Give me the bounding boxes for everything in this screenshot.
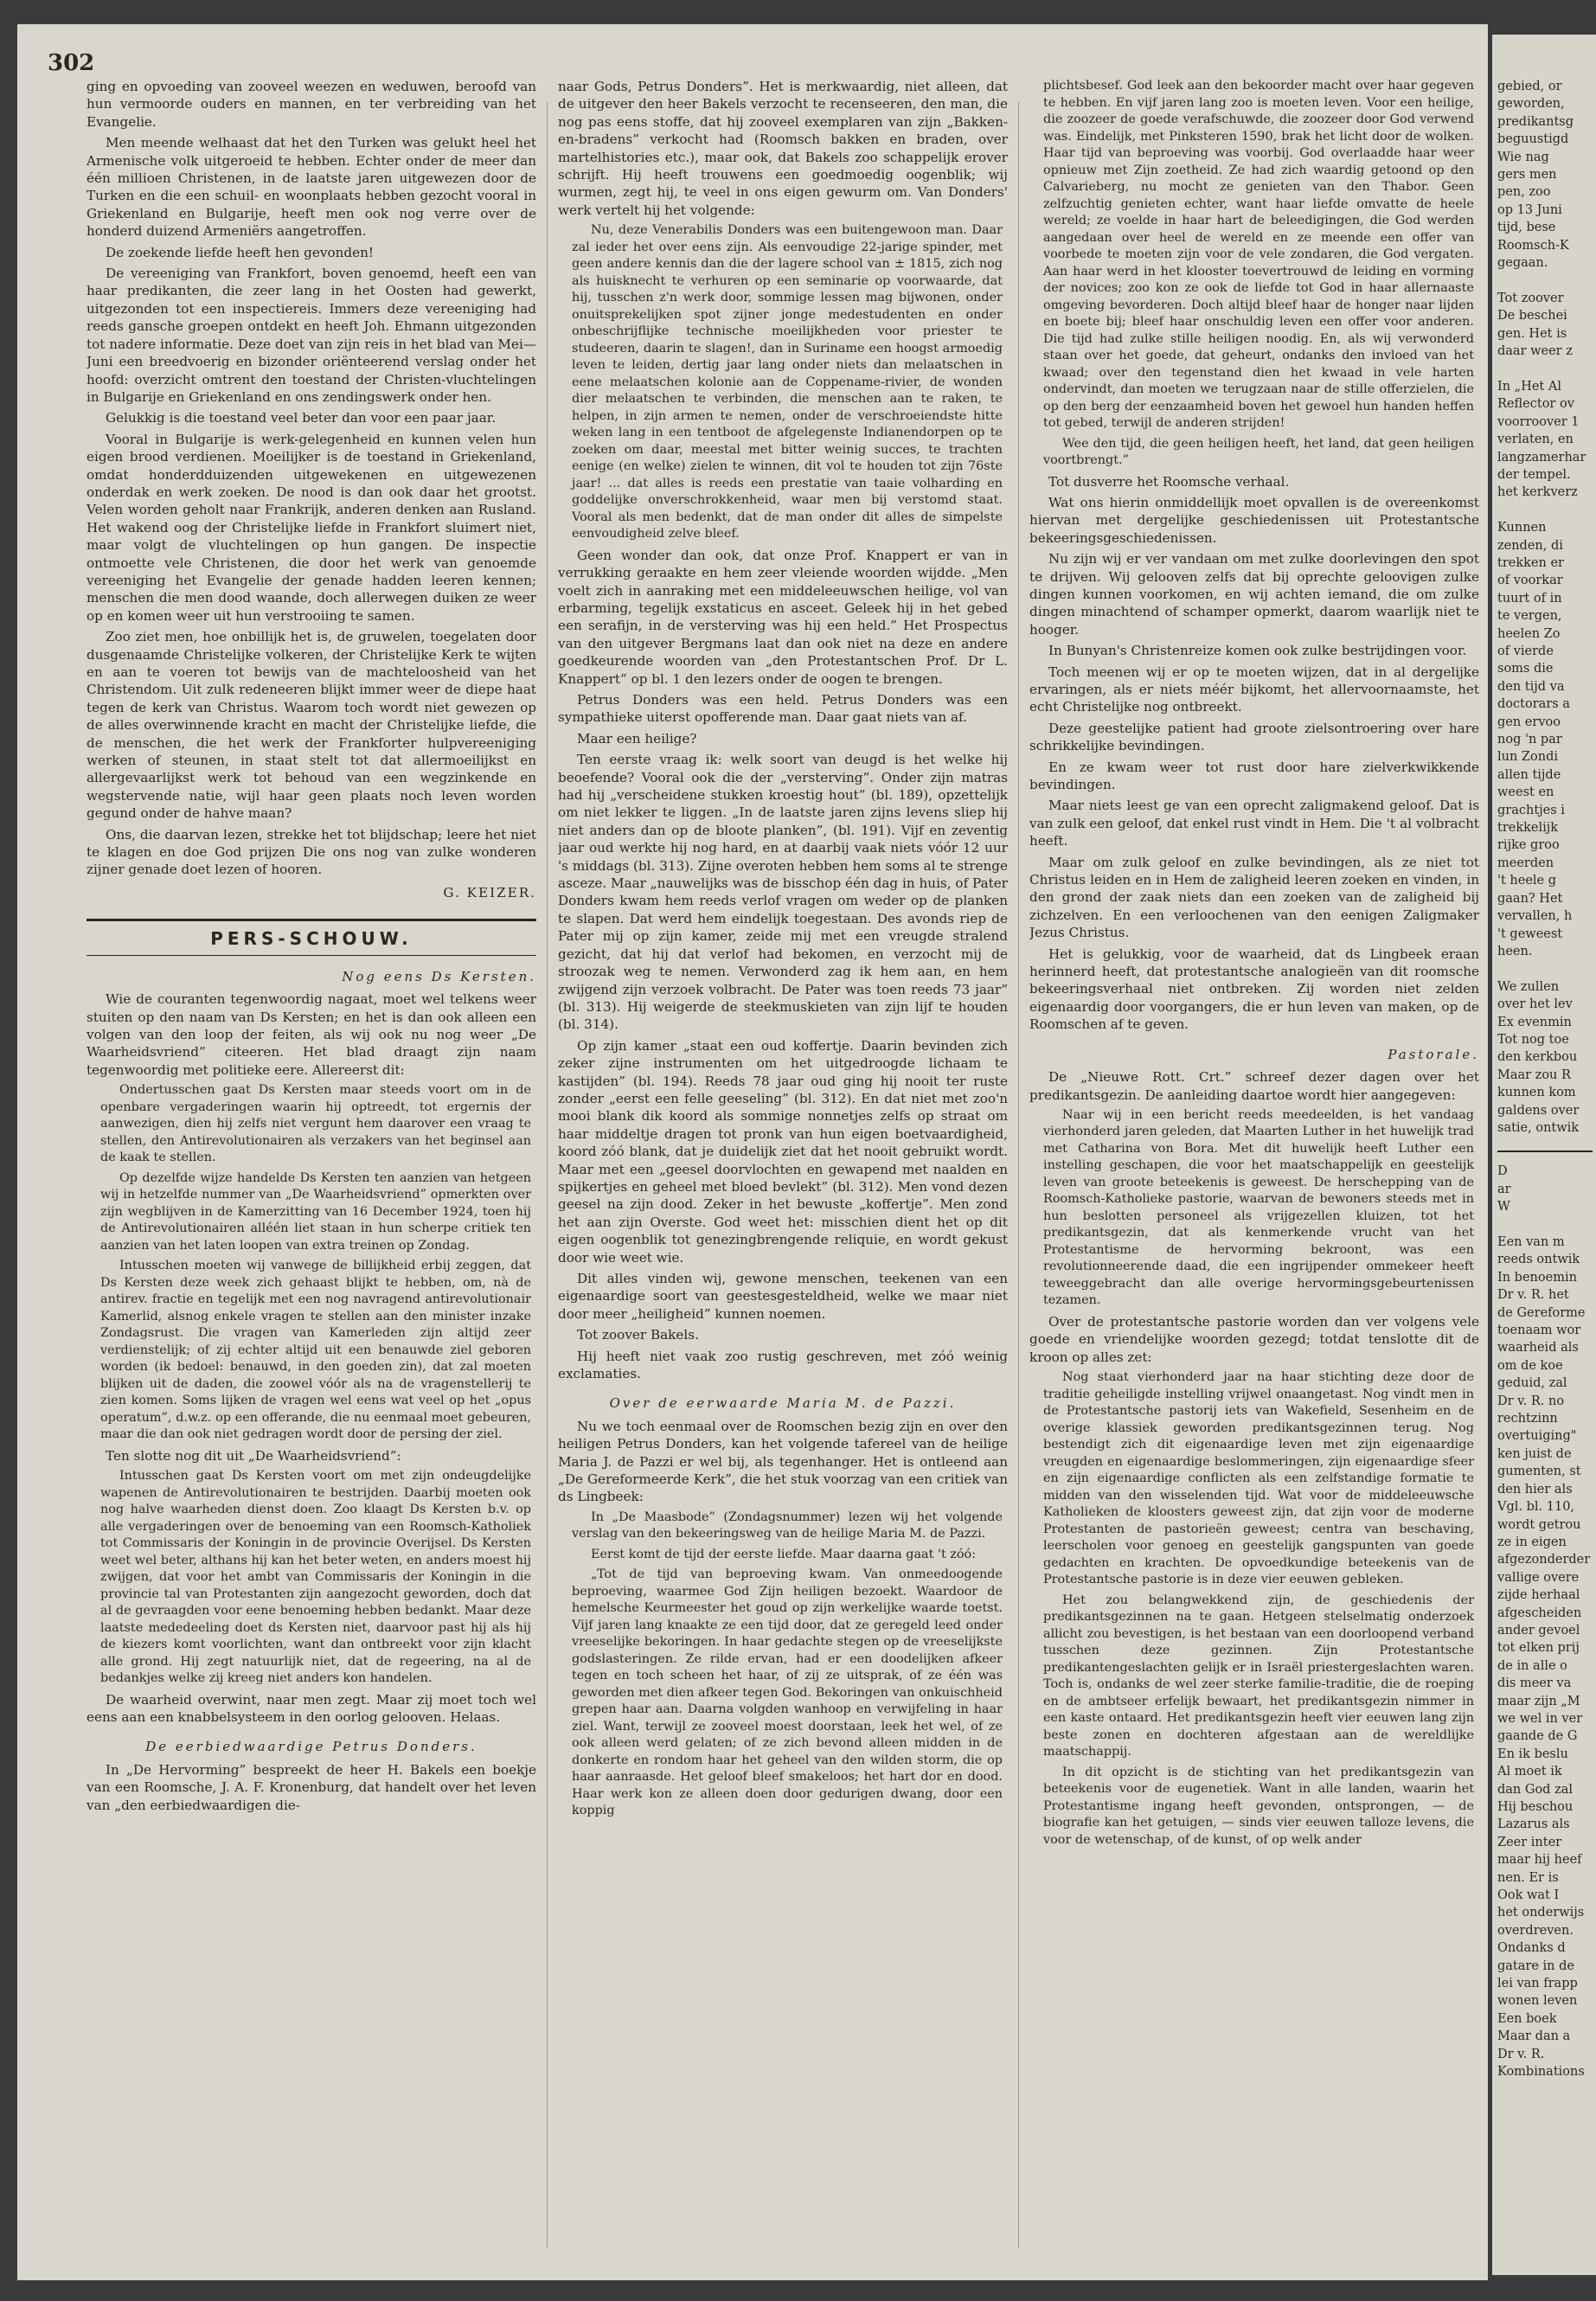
adjacent-line: gaan? Het bbox=[1497, 891, 1563, 906]
quote-paragraph: Eerst komt de tijd der eerste liefde. Maar daarna gaat 't zóó: bbox=[591, 1547, 977, 1561]
adjacent-line: weest en bbox=[1497, 785, 1554, 800]
adjacent-line: Tot nog toe bbox=[1497, 1032, 1569, 1047]
adjacent-line: wonen leven bbox=[1497, 1994, 1578, 2009]
adjacent-line: ze in eigen bbox=[1497, 1535, 1567, 1549]
adjacent-line: lun Zondi bbox=[1497, 750, 1558, 765]
quote-paragraph: Nu, deze Venerabilis Donders was een buitengewoon man. Daar zal ieder het over eens zijn. Als eenvoudige 22-jarige spinder, met geen andere kennis dan die der lagere school van ± 1815, zich nog als huisknecht te verhuren op een seminarie op voorwaarde, dat hij, tusschen z'n werk door, sommige lessen mag bijwonen, onder onuitsprekelijken spot zijner jonge medestudenten en onder onbeschrijflijke technische moeilijkheden voor priester te studeeren, daarin te slagen!, dan in Suriname een hoogst armoedig leven te leiden, dertig jaar lang onder niets dan melaatschen in eene melaatschen kolonie aan de Coppename-rivier, de wonden dier melaatschen te verbinden, die menschen aan te raken, te helpen, in zijn armen te nemen, onder de verschroeiendste hitte weken lang in een tentboot de afgelegenste Indianendorpen op te zoeken om daar, meestal met bitter weinig succes, te trachten eenige (en welke) zielen te winnen, dit vol te houden tot zijn 76ste jaar! ... dat alles is reeds een prestatie van taaie volharding en goddelijke onverschrokkenheid, waar men bij verstomd staat. Vooral als men bedenkt, dat de man onder dit alles de simpelste eenvoudigheid zelve bleef. bbox=[572, 223, 1003, 542]
adjacent-line: nen. Er is bbox=[1497, 1870, 1559, 1885]
subheading: Pastorale. bbox=[1388, 1046, 1479, 1062]
paragraph: Dit alles vinden wij, gewone menschen, teekenen van een eigenaardige soort van geestesgesteldheid, welke we maar niet door meer „heiligheid” kunnen noemen. bbox=[558, 1271, 1008, 1322]
adjacent-line: overtuiging" bbox=[1497, 1429, 1577, 1444]
adjacent-line: de Gereforme bbox=[1497, 1305, 1586, 1320]
paragraph: De zoekende liefde heeft hen gevonden! bbox=[106, 244, 374, 260]
quote-paragraph: Het zou belangwekkend zijn, de geschiedenis der predikantsgezinnen na te gaan. Hetgeen stelselmatig onderzoek allicht zou bevestigen, is het bestaan van een doorloopend verband tusschen deze gezinnen. Zijn Protestantsche predikantengeslachten gelijk er in Israël priestergeslachten waren. Toch is, ondanks de wel zeer sterke familie-traditie, die de roeping en de ambtseer erfelijk bewaart, het predikantsgezin nimmer in een kaste ontaard. Het predikantsgezin heeft vier eeuwen lang zijn beste zonen en dochteren afgestaan aan de wereldlijke maatschappij. bbox=[1043, 1593, 1474, 1759]
column-3-content bbox=[1029, 78, 1479, 1849]
paragraph: Geen wonder dan ook, dat onze Prof. Knappert er van in verrukking geraakte en hem zeer vleiende woorden wijdde. „Men voelt zich in aanraking met een middeleeuwschen heilige, vol van erbarming, tegelijk exstaticus en asceet. Geleek hij in het gebed een serafijn, in de versterving was hij een held.” Het Prospectus van den uitgever Bergmans laat dan ook niet na deze en andere goedkeurende woorden van „den Protestantschen Prof. Dr L. Knappert” op bl. 1 den lezers onder de oogen te brengen. bbox=[558, 547, 1008, 687]
adjacent-line: Vgl. bl. 110, bbox=[1497, 1500, 1575, 1515]
subheading: De eerbiedwaardige Petrus Donders. bbox=[145, 1739, 478, 1755]
adjacent-line: Roomsch-K bbox=[1497, 238, 1569, 253]
paragraph: Men meende welhaast dat het den Turken was gelukt heel het Armenische volk uitgeroeid te hebben. Echter onder de meer dan één millioen Christenen, in de laatste jaren uitgewezen door de Turken en die een schuil- en woonplaats hebben gezocht vooral in Griekenland en Bulgarije, heeft men ook nog verre over de honderd duizend Armeniërs aangetroffen. bbox=[87, 135, 536, 240]
adjacent-line: We zullen bbox=[1497, 979, 1560, 994]
quote-paragraph: plichtsbesef. God leek aan den bekoorder macht over haar gegeven te hebben. En vijf jaren lang zoo is moeten leven. Voor een heilige, die zoozeer de goede verafschuwde, die zoozeer door God verwend was. Eindelijk, met Pinksteren 1590, brak het licht door de wolken. Haar tijd van beproeving was voorbij. God overlaadde haar weer opnieuw met Zijn zoetheid. Ze had zich waardig getoond op den Calvarieberg, nu mocht ze genieten van den Thabor. Geen zelfzuchtig genieten echter, want haar liefde omvatte de heele wereld; ze voelde in haar hart de beleedigingen, die God werden aangedaan over heel de wereld en ze meende een offer van voorbede te moeten zijn voor de vele zondaren, die God vergaten. Aan haar werd in het klooster toevertrouwd de leiding en vorming der novices; zoo kon ze ook de liefde tot God in haar allernaaste omgeving bevorderen. Doch altijd bleef haar de honger naar lijden en boete bij; bleef haar onschuldig leven een offer voor anderen. Die tijd had zulke stille heiligen noodig. En, als wij verwonderd staan over het goede, dat geheurt, ondanks den invloed van het kwaad; over den tegenstand dien het kwaad in vele harten ondervindt, dan moeten we terugzaan naar de stille offerzielen, die op den berg der eenzaamheid boven het gewoel hun handen heffen tot gebed, terwijl de anderen strijden! bbox=[1043, 79, 1474, 430]
adjacent-line: predikantsg bbox=[1497, 114, 1574, 129]
adjacent-line: gen. Het is bbox=[1497, 326, 1567, 341]
adjacent-line: der tempel. bbox=[1497, 467, 1571, 482]
adjacent-line: het kerkverz bbox=[1497, 485, 1578, 500]
adjacent-line: zijde herhaal bbox=[1497, 1588, 1580, 1603]
adjacent-line bbox=[1497, 361, 1593, 378]
paragraph: Vooral in Bulgarije is werk-gelegenheid en kunnen velen hun eigen brood verdienen. Moeilijker is de toestand in Griekenland, omdat honderdduizenden uitgewekenen en uitgewezenen onderdak en werk zoeken. De nood is dan ook daar het grootst. Velen worden geholt naar Frankrijk, anderen denken aan Rusland. Het wakend oog der Christelijke liefde in Frankfort sluimert niet, maar volgt de vluchtelingen op hun gangen. De inspectie ontmoette vele Christenen, die door het werk van genoemde vereeniging het Evangelie der genade hadden leeren kennen; menschen die men dood waande, doch allerwegen duiken ze weer op en komen weer uit hun verstrooiing te samen. bbox=[87, 431, 536, 624]
adjacent-line: gers men bbox=[1497, 168, 1557, 183]
paragraph: Ten slotte nog dit uit „De Waarheidsvriend”: bbox=[106, 1447, 401, 1464]
quote-paragraph: In „De Maasbode” (Zondagsnummer) lezen wij het volgende verslag van den bekeeringsweg van de heilige Maria M. de Pazzi. bbox=[572, 1509, 1003, 1541]
adjacent-line: Ex evenmin bbox=[1497, 1015, 1572, 1029]
adjacent-line: Al moet ik bbox=[1497, 1765, 1562, 1779]
paragraph: Gelukkig is die toestand veel beter dan voor een paar jaar. bbox=[106, 410, 497, 426]
quote-paragraph: Intusschen moeten wij vanwege de billijkheid erbij zeggen, dat Ds Kersten deze week zich gehaast blijkt te hebben, om, nà de antirev. fractie en tegelijk met een nog navragend antirevolutionair Kamerlid, alsnog enkele vragen te stellen aan den minister inzake Zondagsrust. Die vragen van Kamerleden zijn altijd zeer verdienstelijk; of zij echter altijd uit een benauwde ziel geboren worden (ik bedoel: benauwd, in den goeden zin), dat zal moeten blijken uit de daden, die zoowel vóór als na de vragenstellerij te zien komen. Soms lijken de vragen wel eens wat veel op het „opus operatum”, d.w.z. op een offerande, die nu eenmaal moet gebeuren, maar die dan ook niet gedragen wordt door de persing der ziel. bbox=[100, 1259, 531, 1442]
adjacent-line: Ook wat I bbox=[1497, 1888, 1560, 1903]
quote-paragraph: Naar wij in een bericht reeds meedeelden, is het vandaag vierhonderd jaren geleden, dat Maarten Luther in het huwelijk trad met Catharina von Bora. Met dit huwelijk heeft Luther een instelling geschapen, die voor het maatschappelijk en geestelijk leven van groote beteekenis is geweest. De herschepping van de Roomsch-Katholieke pastorie, waarvan de bewoners steeds met in hun beslotten personeel als vrijgezellen kluizen, tot het predikantsgezin, dat als kenmerkende vrucht van het Protestantisme de hervorming bekroont, was een revolutionneerende daad, die een ingrijpender ommekeer heeft teweeggebracht dan alle overige hervormingsgebeurtenissen tezamen. bbox=[1043, 1107, 1474, 1308]
adjacent-page-top-lines bbox=[1497, 78, 1593, 1137]
adjacent-line: heelen Zo bbox=[1497, 626, 1561, 641]
adjacent-line: gumenten, st bbox=[1497, 1465, 1581, 1479]
adjacent-line: Een boek bbox=[1497, 2011, 1557, 2026]
paragraph: De vereeniging van Frankfort, boven genoemd, heeft een van haar predikanten, die zeer lang in het Oosten had gewerkt, uitgezonden tot een inspectiereis. Immers deze vereeniging had reeds gansche groepen ontdekt en heeft Joh. Ehmann uitgezonden tot nadere informatie. Deze doet van zijn reis in het blad van Mei—Juni een breedvoerig en bizonder oriënteerend verslag onder het hoofd: overzicht omtrent den toestand der Christen-vluchtelingen in Bulgarije en Griekenland en ons zendingswerk onder hen. bbox=[87, 266, 536, 405]
adjacent-line: trekken er bbox=[1497, 555, 1564, 570]
adjacent-line: Tot zoover bbox=[1497, 291, 1564, 305]
adjacent-line: maar hij heef bbox=[1497, 1853, 1582, 1868]
adjacent-line: Ondanks d bbox=[1497, 1941, 1566, 1956]
adjacent-line: beguustigd bbox=[1497, 132, 1569, 147]
adjacent-line: voorroover 1 bbox=[1497, 414, 1580, 429]
quote-paragraph: In dit opzicht is de stichting van het predikantsgezin van beteekenis voor de eugenetiek. Want in alle landen, waarin het Protestantisme ingang heeft gevonden, ontsprongen, — de biografie kan het getuigen, — sinds vier eeuwen talloze levens, die voor de wetenschap, of de kunst, of op welk ander bbox=[1043, 1765, 1474, 1847]
adjacent-line: den kerkbou bbox=[1497, 1050, 1578, 1065]
adjacent-line: over het lev bbox=[1497, 997, 1573, 1012]
adjacent-line: satie, ontwik bbox=[1497, 1120, 1580, 1135]
adjacent-line: Kunnen bbox=[1497, 521, 1547, 535]
paragraph: Zoo ziet men, hoe onbillijk het is, de gruwelen, toegelaten door dusgenaamde Christelijke volkeren, der Christelijke Kerk te wijten en aan te voeren tot bewijs van de machteloosheid van het Christendom. Uit zulk redeneeren blijkt immer weer de diepe haat tegen de kerk van Christus. Waarom toch wordt niet gewezen op de alles overwinnende kracht en macht der Christelijke liefde, die de menschen, die het werk der Frankforter hulpvereeniging werken of steunen, in staat stelt tot dat allermoeilijkst en allergevaarlijkst werk tot behoud van een wegzinkende en wegstervende natie, wijl haar geen plaats noch leven worden gegund onder de hahve maan? bbox=[87, 629, 536, 822]
paragraph: Wat ons hierin onmiddellijk moet opvallen is de overeenkomst hiervan met dergelijke geschiedenissen uit Protestantsche bekeeringsgeschiedenissen. bbox=[1029, 494, 1479, 546]
adjacent-line: 't geweest bbox=[1497, 926, 1563, 941]
adjacent-line: gen ervoo bbox=[1497, 715, 1561, 729]
adjacent-line: heen. bbox=[1497, 944, 1533, 958]
adjacent-line: In „Het Al bbox=[1497, 379, 1561, 394]
adjacent-line: nog 'n par bbox=[1497, 733, 1562, 747]
paragraph: De „Nieuwe Rott. Crt.” schreef dezer dagen over het predikantsgezin. De aanleiding daartoe wordt hier aangegeven: bbox=[1029, 1069, 1479, 1103]
adjacent-line: dan God zal bbox=[1497, 1782, 1573, 1797]
adjacent-line: daar weer z bbox=[1497, 344, 1573, 359]
adjacent-line: lei van frapp bbox=[1497, 1977, 1578, 1991]
adjacent-line: te vergen, bbox=[1497, 609, 1562, 624]
adjacent-line: Dr v. R. bbox=[1497, 2047, 1545, 2061]
quote-paragraph: Wee den tijd, die geen heiligen heeft, het land, dat geen heiligen voortbrengt.” bbox=[1043, 436, 1474, 467]
adjacent-line: of vierde bbox=[1497, 644, 1554, 658]
adjacent-line: afgezonderder bbox=[1497, 1553, 1591, 1567]
adjacent-line: gebied, or bbox=[1497, 80, 1562, 93]
section-title: PERS-SCHOUW. bbox=[87, 919, 536, 955]
column-2 bbox=[558, 78, 1008, 2258]
adjacent-line: pen, zoo bbox=[1497, 185, 1551, 200]
adjacent-line: dis meer va bbox=[1497, 1676, 1572, 1691]
paragraph: Nu we toch eenmaal over de Roomschen bezig zijn en over den heiligen Petrus Donders, kan het volgende tafereel van de heilige Maria J. de Pazzi er wel bij, als tegenhanger. Het is ontleend aan „De Gereformeerde Kerk”, die het stuk voorzag van een critiek van ds Lingbeek: bbox=[558, 1418, 1008, 1505]
adjacent-page-divider bbox=[1497, 1150, 1593, 1152]
adjacent-line: vallige overe bbox=[1497, 1570, 1580, 1585]
paragraph: Toch meenen wij er op te moeten wijzen, dat in al dergelijke ervaringen, als er niets méér bijkomt, het allervoornaamste, het echt Christelijke nog ontbreekt. bbox=[1029, 663, 1479, 715]
adjacent-line: grachtjes i bbox=[1497, 803, 1565, 817]
adjacent-line: Maar dan a bbox=[1497, 2029, 1571, 2044]
paragraph: Maar een heilige? bbox=[577, 730, 697, 747]
adjacent-line: Lazarus als bbox=[1497, 1817, 1570, 1832]
column-divider bbox=[1018, 102, 1019, 2247]
paragraph: Petrus Donders was een held. Petrus Donders was een sympathieke uiterst opofferende man. Daar gaat niets van af. bbox=[558, 692, 1008, 726]
paragraph: Ons, die daarvan lezen, strekke het tot blijdschap; leere het niet te klagen en doe God prijzen Die ons nog van zulke wonderen zijner genade doet lezen of hooren. bbox=[87, 826, 536, 878]
adjacent-line: wordt getrou bbox=[1497, 1517, 1581, 1532]
adjacent-line: tuurt of in bbox=[1497, 591, 1562, 606]
adjacent-line: meerden bbox=[1497, 856, 1554, 870]
adjacent-line: den hier als bbox=[1497, 1482, 1573, 1497]
paragraph: Hij heeft niet vaak zoo rustig geschreven, met zóó weinig exclamaties. bbox=[558, 1348, 1008, 1382]
adjacent-line: afgescheiden bbox=[1497, 1606, 1582, 1620]
adjacent-page-strip bbox=[1492, 35, 1596, 2275]
adjacent-line: De beschei bbox=[1497, 309, 1567, 324]
adjacent-line: reeds ontwik bbox=[1497, 1253, 1580, 1267]
paragraph: Maar om zulk geloof en zulke bevindingen, als ze niet tot Christus leiden en in Hem de zaligheid leeren zoeken en vinden, in den grond der zaak niets dan een zoeken van de zaligheid bij zichzelven. En een verloochenen van den eenigen Zaligmaker Jezus Christus. bbox=[1029, 854, 1479, 941]
adjacent-line: kunnen kom bbox=[1497, 1086, 1576, 1100]
adjacent-line: En ik beslu bbox=[1497, 1747, 1568, 1761]
adjacent-line: de in alle o bbox=[1497, 1658, 1567, 1673]
paragraph: Maar niets leest ge van een oprecht zaligmakend geloof. Dat is van zulk een geloof, dat enkel rust vindt in Hem. Die 't al volbracht heeft. bbox=[1029, 798, 1479, 849]
adjacent-line bbox=[1497, 272, 1593, 289]
paragraph: Wie de couranten tegenwoordig nagaat, moet wel telkens weer stuiten op den naam van Ds Kersten; en het is dan ook alleen een volgen van den loop der feiten, als wij ook nu nog weer „De Waarheidsvriend” citeeren. Het blad draagt zijn naam tegenwoordig met politieke eere. Allereerst dit: bbox=[87, 991, 536, 1078]
paragraph: Tot dusverre het Roomsche verhaal. bbox=[1048, 473, 1290, 490]
subheading: Over de eerwaarde Maria M. de Pazzi. bbox=[609, 1395, 957, 1412]
adjacent-line: gegaan. bbox=[1497, 256, 1548, 271]
adjacent-line: Dr v. R. no bbox=[1497, 1394, 1565, 1408]
quote-paragraph: Intusschen gaat Ds Kersten voort om met zijn ondeugdelijke wapenen de Antirevolutionairen te bestrijden. Daarbij moeten ook nog halve waarheden dienst doen. Zoo klaagt Ds Kersten b.v. op alle vergaderingen over de benoeming van een Roomsch-Katholiek tot Commissaris der Koningin in de provincie Overijsel. Ds Kersten weet wel beter, althans hij kan het beter weten, en anders moest hij zwijgen, dat voor het ambt van Commissaris der Koningin in die provincie tal van Protestanten zijn aangezocht geworden, doch dat al de gevraagden voor eene benoeming hebben bedankt. Maar deze laatste mededeeling doet ds Kersten niet, daarvoor past hij als hij de kiezers komt voorlichten, want dan ontbreekt voor zijn klacht alle grond. Hij zegt natuurlijk niet, dat de regeering, na al de bedankjes welke zij kreeg niet anders kon handelen. bbox=[100, 1469, 531, 1686]
column-divider bbox=[547, 102, 548, 2247]
adjacent-line: Dr v. R. het bbox=[1497, 1288, 1569, 1303]
adjacent-line: rechtzinn bbox=[1497, 1412, 1558, 1426]
quote-paragraph: Ondertusschen gaat Ds Kersten maar steeds voort om in de openbare vergaderingen waarin hij optreedt, tot ergernis der aanwezigen, dien hij zelfs niet vergunt hem daarover een vraag te stellen, den Antirevolutionairen als verzakers van het beginsel aan de kaak te stellen. bbox=[100, 1083, 531, 1165]
paragraph: naar Gods, Petrus Donders”. Het is merkwaardig, niet alleen, dat de uitgever den heer Bakels verzocht te recenseeren, den man, die nog pas eens stoffe, dat hij zooveel exemplaren van zijn „Bakken-en-bradens” verkocht had (Roomsch bakken en braden, over martelhistories etc.), maar ook, dat Bakels zoo schappelijk erover schrijft. Hij heeft trouwens een goedmoedig oogenblik; wij wurmen, zegt hij, te veel in ons eigen gewurm om. Van Donders' werk vertelt hij het volgende: bbox=[558, 79, 1008, 218]
paragraph: Op zijn kamer „staat een oud koffertje. Daarin bevinden zich zeker zijne instrumenten om het uitgedroogde lichaam te kastijden” (bl. 194). Reeds 78 jaar oud ging hij nooit ter ruste zonder „eerst een felle geeseling” (bl. 312). En dat niet met zoo'n mooi blank dik koord als sommige nonnetjes zelfs op straat om haar middeltje dragen tot pronk van hun eigen boetvaardigheid, koord zóó blank, dat je duidelijk ziet dat het nooit gebruikt wordt. Maar met een „geesel doorvlochten en gewapend met naalden en spijkertjes en geheel met bloed bevlekt” (bl. 312). Men vond dezen geesel na zijn dood. Zeker in het bewuste „koffertje”. Men zond het aan zijn Overste. God weet het: misschien dient het op dit eigen oogenblik tot genezingbrengende reliquie, en wordt gekust door wie weet wie. bbox=[558, 1037, 1008, 1266]
paragraph: Deze geestelijke patient had groote zielsontroering over hare schrikkelijke bevindingen. bbox=[1029, 720, 1479, 754]
paragraph: Tot zoover Bakels. bbox=[577, 1327, 699, 1343]
column-2-content bbox=[558, 78, 1008, 1820]
paragraph: Over de protestantsche pastorie worden dan ver volgens vele goede en vriendelijke woorden gezegd; totdat tenslotte dit de kroon op alles zet: bbox=[1029, 1313, 1479, 1365]
adjacent-page-bottom-lines bbox=[1497, 1163, 1593, 2080]
column-1-article bbox=[87, 78, 536, 879]
column-1 bbox=[87, 78, 536, 2258]
adjacent-line: zenden, di bbox=[1497, 538, 1563, 553]
quote-paragraph: Nog staat vierhonderd jaar na haar stichting deze door de traditie geheiligde instelling vrijwel onaangetast. Nog vindt men in de Protestantsche pastorij iets van Wakefield, Sesenheim en de overige klassiek geworden predikantsgezinnen terug. Nog bestendigt zich dit eigenaardige leven met zijn eigenaardige vreugden en eigenaardige beslommeringen, zijn eigenaardige sfeer en zijn eigenaardige conflicten als een zelfstandige formatie te midden van den wisselenden tijd. Wat voor de middeleeuwsche Katholieken de kloosters geweest zijn, dat zijn voor de moderne Protestanten de pastorieën geweest; centra van beschaving, leerscholen voor genoeg en geestelijk gangspunten van goede gedachten en krachten. De opvoedkundige beteekenis van de Protestantsche pastorie is in deze vier eeuwen gebleken. bbox=[1043, 1370, 1474, 1587]
adjacent-line: geduid, zal bbox=[1497, 1376, 1567, 1391]
adjacent-line: vervallen, h bbox=[1497, 909, 1573, 924]
adjacent-line bbox=[1497, 1216, 1593, 1234]
adjacent-line: langzamerhar bbox=[1497, 450, 1586, 465]
adjacent-line: geworden, bbox=[1497, 97, 1565, 112]
adjacent-line: 't heele g bbox=[1497, 874, 1557, 888]
paragraph: In Bunyan's Christenreize komen ook zulke bestrijdingen voor. bbox=[1048, 643, 1467, 659]
adjacent-line: tot elken prij bbox=[1497, 1641, 1580, 1656]
adjacent-line: Wie nag bbox=[1497, 150, 1549, 164]
adjacent-line: galdens over bbox=[1497, 1103, 1580, 1118]
adjacent-line: toenaam wor bbox=[1497, 1324, 1581, 1338]
signature: G. KEIZER. bbox=[443, 884, 536, 901]
adjacent-line bbox=[1497, 960, 1593, 977]
adjacent-line: Hij beschou bbox=[1497, 1800, 1574, 1814]
adjacent-line: Kombinations bbox=[1497, 2065, 1585, 2080]
adjacent-line: verlaten, en bbox=[1497, 433, 1574, 447]
adjacent-line: het onderwijs bbox=[1497, 1906, 1585, 1920]
paragraph: En ze kwam weer tot rust door hare zielverkwikkende bevindingen. bbox=[1029, 759, 1479, 792]
adjacent-line: Een van m bbox=[1497, 1235, 1565, 1249]
adjacent-line: Reflector ov bbox=[1497, 397, 1574, 412]
adjacent-line: W bbox=[1497, 1200, 1510, 1215]
page-number: 302 bbox=[48, 50, 95, 76]
quote-paragraph: „Tot de tijd van beproeving kwam. Van onmeedoogende beproeving, waarmee God Zijn heiligen bezoekt. Waardoor de hemelsche Keurmeester het goud op zijn werkelijke waarde toetst. Vijf jaren lang knaakte ze een tijd door, dat ze geregeld leed onder vreeselijke bekoringen. In haar gedachte stegen op de vreeselijkste godslasteringen. Ze rilde ervan, had er een doodelijken afkeer tegen en toch scheen het haar, of zij ze uitsprak, of ze één was geworden met dien afkeer tegen God. Bekoringen van onkuischheid grepen haar aan. Daarna volgden wanhoop en verwijfeling in haar ziel. Want, terwijl ze zooveel moest doorstaan, leek het wel, of ze ook alleen werd gelaten; of ze zich bevond alleen midden in de donkerte en rondom haar het geheel van den wilden storm, die op haar aanraasde. Het geloof bleef smakeloos; het hart dor en dood. Haar werk kon ze alleen doen door gedurigen dwang, door een koppig bbox=[572, 1567, 1003, 1818]
adjacent-line: ander gevoel bbox=[1497, 1623, 1580, 1638]
column-1-press-review bbox=[87, 990, 536, 1814]
adjacent-line: gatare in de bbox=[1497, 1958, 1574, 1973]
adjacent-line: we wel in ver bbox=[1497, 1711, 1583, 1726]
paragraph: In „De Hervorming” bespreekt de heer H. Bakels een boekje van een Roomsche, J. A. F. Kronenburg, dat handelt over het leven van „den eerbiedwaardigen die- bbox=[87, 1761, 536, 1813]
adjacent-line: doctorars a bbox=[1497, 697, 1570, 712]
adjacent-line bbox=[1497, 502, 1593, 519]
adjacent-line: of voorkar bbox=[1497, 574, 1563, 588]
quote-paragraph: Op dezelfde wijze handelde Ds Kersten ten aanzien van hetgeen wij in hetzelfde nummer van „De Waarheidsvriend” opmerkten over zijn wegblijven in de Kamerzitting van 16 December 1924, toen hij de Antirevolutionairen alléén liet staan in hun scherpe critiek ten aanzien van het laten loopen van extra treinen op Zondag. bbox=[100, 1170, 531, 1253]
adjacent-line: ken juist de bbox=[1497, 1446, 1572, 1461]
paragraph: Ten eerste vraag ik: welk soort van deugd is het welke hij beoefende? Vooral ook die der „versterving”. Onder zijn matras had hij „verscheidene stukken kroestig hout” (bl. 189), opzettelijk om niet lekker te liggen. „In de laatste jaren zijns levens sliep hij niet anders dan op de bloote planken”, (bl. 191). Vijf en zeventig jaar oud werkte hij nog hard, en at daarbij vaak niets vóór 12 uur 's middags (bl. 313). Zijne overoten hebben hem soms al te strenge asceze. Maar „nauwelijks was de bisschop één dag in huis, of Pater Donders kwam hem reeds verlof vragen om weder op de planken te slapen. Dat werd hem eindelijk toegestaan. Des avonds riep de Pater mij op zijn kamer, zeide mij met een vreugde stralend gezicht, dat hij dat verlof had bekomen, en verzocht mij de stroozak weg te nemen. Verwonderd zag ik hem aan, en hem zwijgend zijn verzoek volbracht. De Pater was toen reeds 73 jaar” (bl. 313). Hij weigerde de steekmuskieten van zijn lijf te houden (bl. 314). bbox=[558, 752, 1008, 1033]
adjacent-line: In benoemin bbox=[1497, 1270, 1577, 1285]
paragraph: Nu zijn wij er ver vandaan om met zulke doorlevingen den spot te drijven. Wij gelooven zelfs dat bij oprechte geloovigen zulke dingen kunnen voorkomen, en wij achten iemand, die om zulke dingen minachtend of schamper opmerkt, daarom waarlijk niet te hooger. bbox=[1029, 551, 1479, 638]
adjacent-line: gaande de G bbox=[1497, 1729, 1578, 1744]
paragraph: Het is gelukkig, voor de waarheid, dat ds Lingbeek eraan herinnerd heeft, dat protestantsche analogieën van dit roomsche bekeeringsverhaal niet ontbreken. Zij worden niet zelden eigenaardig door voorgangers, die er hun leven van maken, op de Roomschen af te geven. bbox=[1029, 945, 1479, 1033]
adjacent-line: rijke groo bbox=[1497, 838, 1560, 853]
adjacent-line: om de koe bbox=[1497, 1358, 1563, 1373]
paragraph: ging en opvoeding van zooveel weezen en weduwen, beroofd van hun vermoorde ouders en mannen, en ter verbreiding van het Evangelie. bbox=[87, 79, 536, 130]
adjacent-line: trekkelijk bbox=[1497, 821, 1559, 836]
adjacent-line: Maar zou R bbox=[1497, 1067, 1571, 1082]
paragraph: De waarheid overwint, naar men zegt. Maar zij moet toch wel eens aan een knabbelsysteem in den oorlog gelooven. Helaas. bbox=[87, 1691, 536, 1725]
adjacent-line: op 13 Juni bbox=[1497, 202, 1562, 217]
subheading-kersten: Nog eens Ds Kersten. bbox=[342, 968, 536, 984]
adjacent-line: waarheid als bbox=[1497, 1341, 1579, 1356]
newspaper-page bbox=[17, 24, 1488, 2280]
adjacent-line: soms die bbox=[1497, 662, 1554, 676]
adjacent-line: overdreven. bbox=[1497, 1923, 1574, 1938]
adjacent-line: D bbox=[1497, 1164, 1508, 1179]
column-3 bbox=[1029, 78, 1479, 2258]
adjacent-line: tijd, bese bbox=[1497, 221, 1556, 235]
adjacent-line: allen tijde bbox=[1497, 767, 1561, 782]
adjacent-line: den tijd va bbox=[1497, 679, 1565, 694]
adjacent-line: ar bbox=[1497, 1182, 1511, 1196]
adjacent-page-column bbox=[1497, 78, 1593, 2081]
adjacent-line: maar zijn „M bbox=[1497, 1694, 1580, 1708]
adjacent-line: Zeer inter bbox=[1497, 1835, 1562, 1849]
